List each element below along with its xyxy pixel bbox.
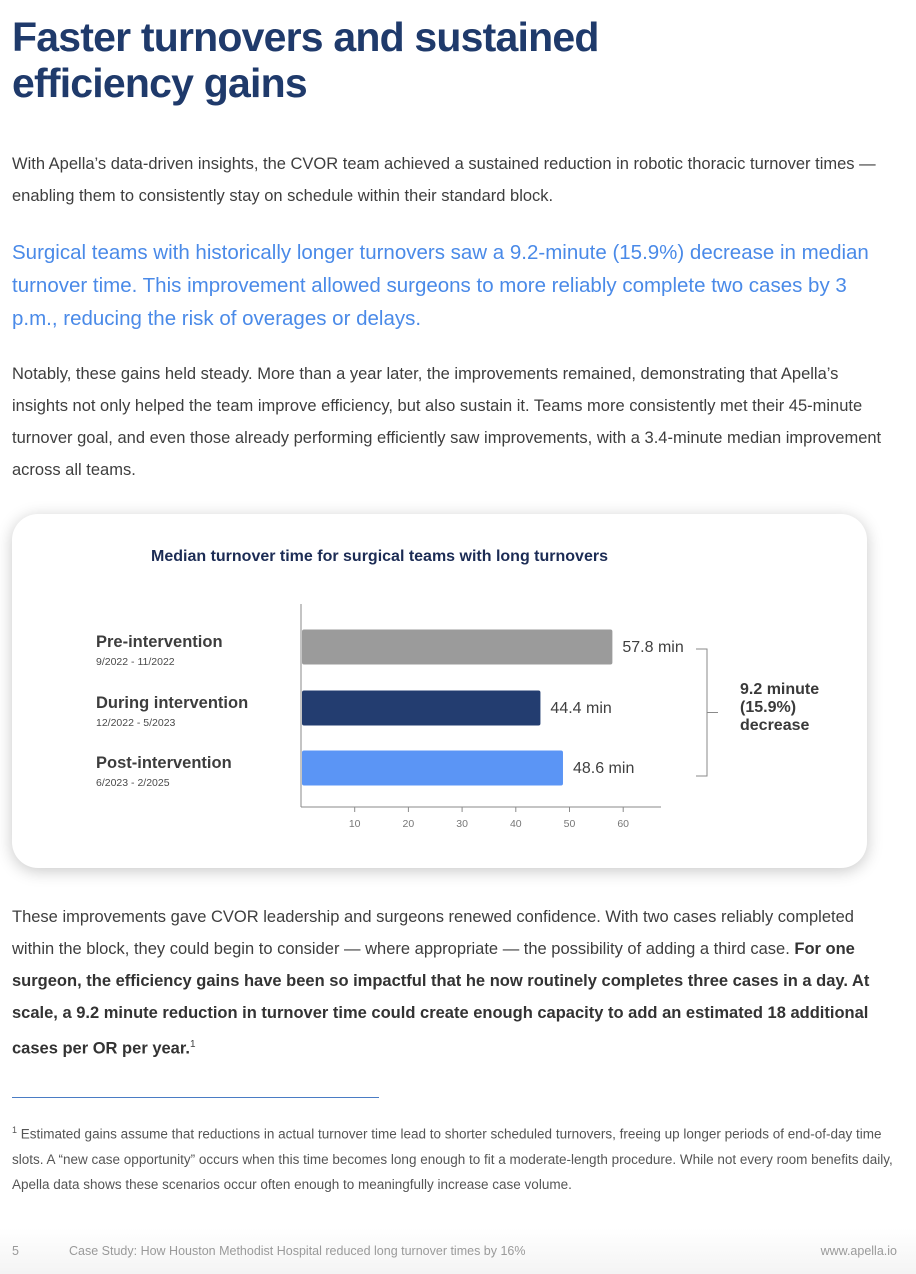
decrease-annotation-1: 9.2 minute: [740, 681, 820, 698]
x-tick-label-30: 30: [456, 818, 468, 830]
category-dates-1: 9/2022 - 11/2022: [96, 656, 175, 668]
footnote-divider: [12, 1097, 379, 1098]
footnote-marker: 1: [12, 1125, 18, 1135]
category-dates-2: 12/2022 - 5/2023: [96, 717, 176, 729]
page-number: 5: [12, 1244, 19, 1258]
x-tick-label-60: 60: [617, 818, 630, 830]
category-label-2: During intervention: [96, 694, 249, 712]
conclusion-bold-text: For one surgeon, the efficiency gains have been so impactful that he now routinely completes three cases in a day. At scale, a 9.2 minute reduction in turnover time could create enough capacity to add an estimated 18 additional cases per OR per year.: [12, 940, 870, 1058]
conclusion-text: These improvements gave CVOR leadership and surgeons renewed confidence. With two cases reliably completed within the block, they could begin to consider — where appropriate — the possibility of adding a third case.: [12, 908, 854, 958]
category-label-1: Pre-intervention: [96, 633, 223, 651]
x-tick-label-40: 40: [509, 818, 522, 830]
page-title: Faster turnovers and sustained efficiency gains: [12, 14, 599, 106]
bar-2: [302, 691, 540, 726]
chart-title: Median turnover time for surgical teams with long turnovers: [151, 548, 608, 565]
chart-card: [12, 514, 867, 868]
bar-1: [302, 630, 612, 665]
value-label-3: 48.6 min: [572, 760, 635, 777]
x-tick-label-20: 20: [402, 818, 415, 830]
footnote-text: Estimated gains assume that reductions in actual turnover time lead to shorter scheduled turnovers, freeing up longer periods of end-of-day time slots. A “new case opportunity” occurs when this time becomes long enough to fit a moderate-length procedure. While not every room benefits daily, Apella data shows these scenarios occur often enough to meaningfully increase case volume.: [12, 1126, 893, 1192]
footnote: [12, 1118, 897, 1197]
bar-3: [302, 751, 563, 786]
value-label-1: 57.8 min: [622, 639, 684, 656]
decrease-bracket: [696, 649, 707, 776]
body-paragraph: Notably, these gains held steady. More than a year later, the improvements remained, demonstrating that Apella’s insights not only helped the team improve efficiency, but also sustain it. Teams more consistently met their 45-minute turnover goal, and even those already performing efficiently saw improvements, with a 3.4-minute median improvement across all teams.: [12, 365, 882, 479]
bar-chart: [12, 514, 867, 868]
footer-title: Case Study: How Houston Methodist Hospital reduced long turnover times by 16%: [69, 1244, 526, 1258]
value-label-2: 44.4 min: [550, 700, 612, 717]
x-tick-label-10: 10: [348, 818, 361, 830]
highlight-paragraph: Surgical teams with historically longer turnovers saw a 9.2-minute (15.9%) decrease in median turnover time. This improvement allowed surgeons to more reliably complete two cases by 3 p.m., reducing the risk of overages or delays.: [12, 241, 869, 330]
category-label-3: Post-intervention: [96, 754, 232, 772]
intro-paragraph: With Apella’s data-driven insights, the CVOR team achieved a sustained reduction in robotic thoracic turnover times — enabling them to consistently stay on schedule within their standard block.: [12, 155, 876, 205]
footer-url[interactable]: www.apella.io: [820, 1244, 897, 1258]
x-tick-label-50: 50: [563, 818, 576, 830]
page-footer: [0, 1228, 916, 1274]
conclusion-paragraph: [12, 901, 892, 1065]
decrease-annotation-3: decrease: [740, 717, 810, 734]
category-dates-3: 6/2023 - 2/2025: [96, 777, 170, 789]
decrease-annotation-2: (15.9%): [740, 699, 797, 716]
footnote-reference: 1: [189, 1039, 196, 1050]
